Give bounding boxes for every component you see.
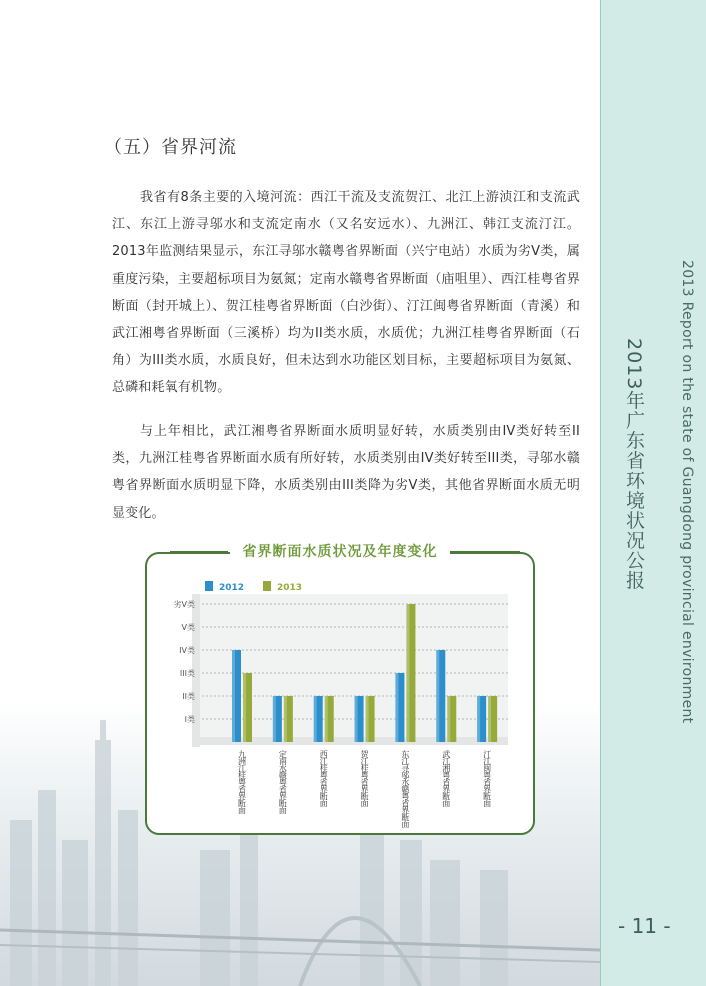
bar-highlight bbox=[395, 673, 398, 742]
legend-swatch-2013 bbox=[263, 581, 271, 591]
category-label: 东江寻邬水赣粤省界断面 bbox=[400, 750, 410, 827]
paragraph-2-text: 与上年相比，武江湘粤省界断面水质明显好转，水质类别由IV类好转至II类，九洲江桂粤省界断面水质有所好转，水质类别由IV类好转至III类，寻邬水赣粤省界断面水质明显下降，水质类别由III类降为劣V类，其他省界断面水质无明显变化。 bbox=[112, 424, 580, 521]
y-tick-label: V类 bbox=[181, 623, 195, 632]
y-tick-label: III类 bbox=[179, 669, 195, 678]
y-tick-label: II类 bbox=[182, 692, 195, 701]
bar-highlight bbox=[447, 696, 450, 742]
bar-highlight bbox=[325, 696, 328, 742]
chart-title: 省界断面水质状况及年度变化 bbox=[242, 544, 438, 560]
report-title-en: 2013 Report on the state of Guangdong provincial environment bbox=[679, 260, 695, 724]
bar-highlight bbox=[232, 650, 235, 742]
bar-highlight bbox=[406, 604, 409, 742]
category-label: 武江湘粤省界断面 bbox=[441, 750, 451, 806]
legend-label-2012: 2012 bbox=[219, 583, 245, 593]
category-label: 贺江桂粤省界断面 bbox=[360, 750, 370, 806]
bar-chart bbox=[145, 552, 531, 831]
category-label: 定南水赣粤省界断面 bbox=[278, 750, 288, 813]
bar-highlight bbox=[243, 673, 246, 742]
bar-highlight bbox=[366, 696, 369, 742]
legend-label-2013: 2013 bbox=[277, 583, 303, 593]
y-tick-label: 劣V类 bbox=[173, 600, 195, 609]
bar-highlight bbox=[355, 696, 358, 742]
y-tick-label: IV类 bbox=[179, 646, 195, 655]
section-title: （五）省界河流 bbox=[104, 137, 237, 158]
legend-swatch-2012 bbox=[205, 581, 213, 591]
bar-highlight bbox=[436, 650, 439, 742]
paragraph-1 bbox=[112, 184, 580, 402]
category-label: 九洲江桂粤省界断面 bbox=[237, 750, 247, 813]
report-title bbox=[596, 260, 706, 724]
bar-highlight bbox=[314, 696, 317, 742]
bar-highlight bbox=[284, 696, 287, 742]
y-tick-label: I类 bbox=[184, 715, 195, 724]
bar-highlight bbox=[273, 696, 276, 742]
bar-highlight bbox=[488, 696, 491, 742]
category-label: 汀江闽粤省界断面 bbox=[482, 750, 492, 806]
bar-highlight bbox=[477, 696, 480, 742]
report-title-cn: 2013年广东省环境状况公报 bbox=[623, 338, 645, 591]
category-label: 西江桂粤省界断面 bbox=[319, 750, 329, 806]
page-number: - 11 - bbox=[618, 914, 671, 938]
paragraph-1-text: 我省有8条主要的入境河流：西江干流及支流贺江、北江上游浈江和支流武江、东江上游寻邬水和支流定南水（又名安远水）、九洲江、韩江支流汀江。2013年监测结果显示，东江寻邬水赣粤省界断面（兴宁电站）水质为劣V类，属重度污染，主要超标项目为氨氮；定南水赣粤省界断面（庙咀里）、西江桂粤省界断面（封开城上）、贺江桂粤省界断面（白沙街）、汀江闽粤省界断面（青溪）和武江湘粤省界断面（三溪桥）均为II类水质，水质优；九洲江桂粤省界断面（石角）为III类水质，水质良好，但未达到水功能区划目标，主要超标项目为氨氮、总磷和耗氧有机物。 bbox=[112, 190, 580, 396]
paragraph-2 bbox=[112, 418, 580, 527]
